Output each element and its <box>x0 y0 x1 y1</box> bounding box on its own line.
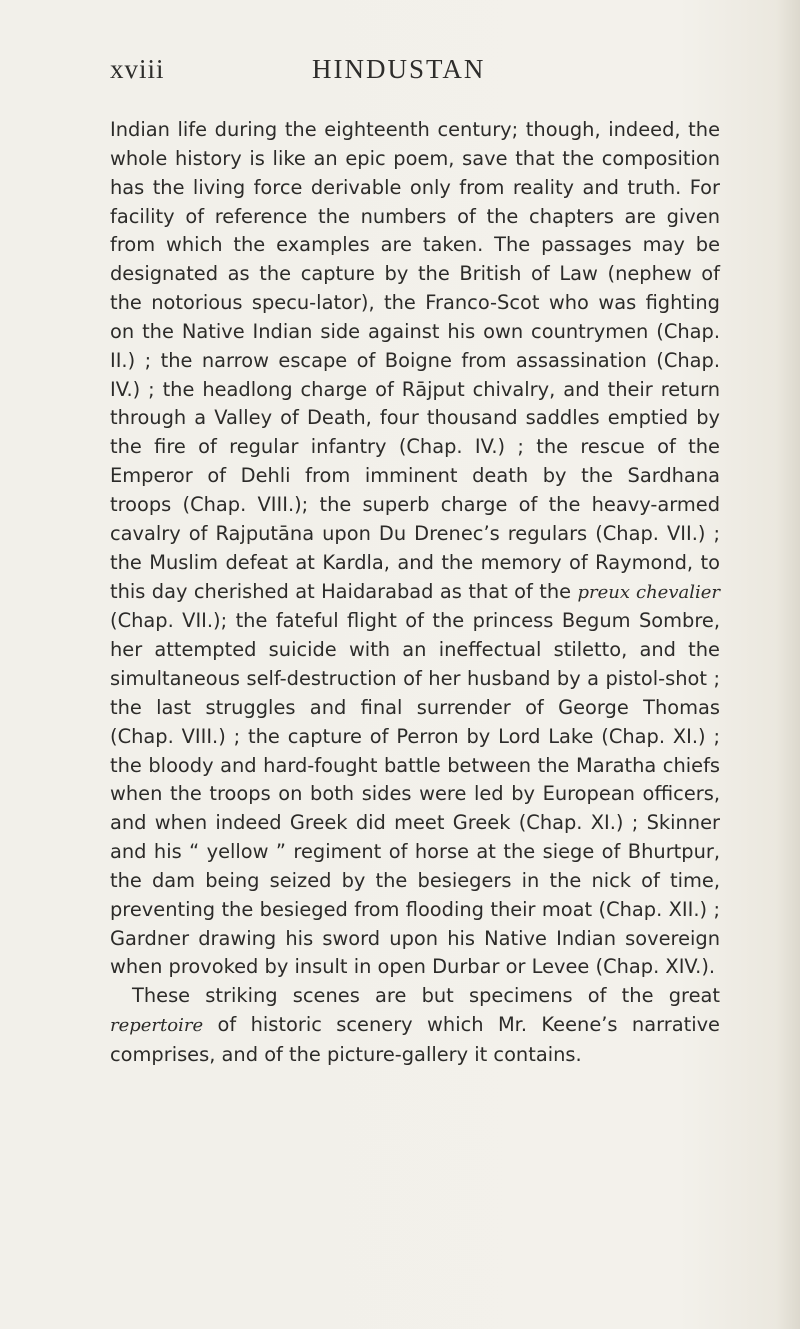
paragraph-2-text-b: of historic scenery which Mr. Keene’s narrative comprises, and of the picture-gallery it contains. <box>110 1013 720 1066</box>
page-number: xviii <box>110 54 165 84</box>
running-head: HINDUSTAN <box>312 54 486 84</box>
italic-word-repertoire: repertoire <box>110 1015 204 1037</box>
paragraph-2 <box>110 982 720 1070</box>
paragraph-1 <box>110 116 720 982</box>
body-text <box>110 116 720 1070</box>
page-header <box>110 54 720 94</box>
paragraph-1-text-a: Indian life during the eighteenth century; though, indeed, the whole history is like an epic poem, save that the composition has the living force derivable only from reality and truth. For facility of reference the numbers of the chapters are given from which the examples are taken. The passages may be designated as the capture by the British of Law (nephew of the notorious specu-lator), the Franco-Scot who was fighting on the Native Indian side against his own countrymen (Chap. II.) ; the narrow escape of Boigne from assassination (Chap. IV.) ; the headlong charge of Rājput chivalry, and their return through a Valley of Death, four thousand saddles emptied by the fire of regular infantry (Chap. IV.) ; the rescue of the Emperor of Dehli from imminent death by the Sardhana troops (Chap. VIII.); the superb charge of the heavy-armed cavalry of Rajputāna upon Du Drenec’s regulars (Chap. VII.) ; the Muslim defeat at Kardla, and the memory of Raymond, to this day cherished at Haidarabad as that of the <box>110 118 720 603</box>
paragraph-2-text-a: These striking scenes are but specimens of the great <box>132 984 720 1008</box>
italic-phrase-preux-chevalier: preux chevalier <box>577 581 721 603</box>
paragraph-1-text-b: (Chap. VII.); the fateful flight of the princess Begum Sombre, her attempted suicide with an ineffectual stiletto, and the simultaneous self-destruction of her husband by a pistol-shot ; the last struggles and final surrender of George Thomas (Chap. VIII.) ; the capture of Perron by Lord Lake (Chap. XI.) ; the bloody and hard-fought battle between the Maratha chiefs when the troops on both sides were led by European officers, and when indeed Greek did meet Greek (Chap. XI.) ; Skinner and his “ yellow ” regiment of horse at the siege of Bhurtpur, the dam being seized by the besiegers in the nick of time, preventing the besieged from flooding their moat (Chap. XII.) ; Gardner drawing his sword upon his Native Indian sovereign when provoked by insult in open Durbar or Levee (Chap. XIV.). <box>110 609 720 979</box>
